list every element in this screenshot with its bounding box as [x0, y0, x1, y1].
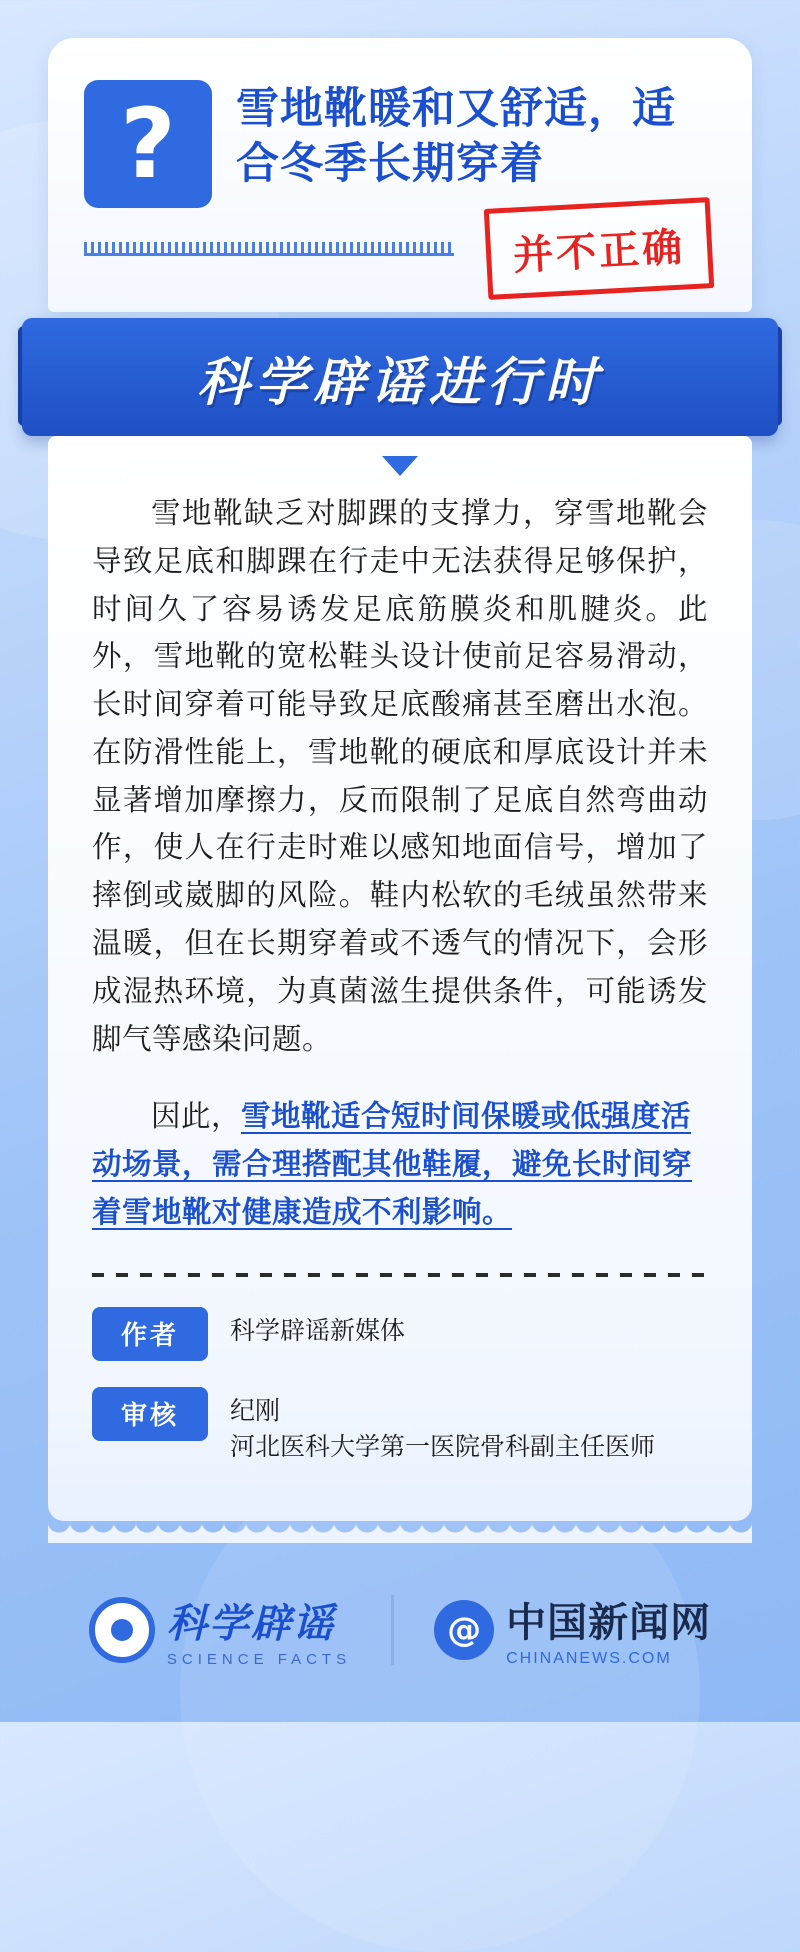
credit-reviewer-line1: 纪刚 [230, 1395, 281, 1425]
status-badge: 并不正确 [484, 197, 714, 300]
credit-row-author [92, 1307, 708, 1361]
credit-reviewer-line2: 河北医科大学第一医院骨科副主任医师 [230, 1431, 656, 1461]
caret-down-icon [382, 456, 418, 476]
article-paragraph-2 [92, 1093, 708, 1236]
science-facts-cn: 科学辟谣 [166, 1600, 335, 1647]
section-banner [22, 318, 778, 436]
credit-author-line1: 科学辟谣新媒体 [230, 1315, 406, 1345]
headline-underline-decoration [84, 242, 454, 256]
credit-row-reviewer [92, 1387, 708, 1465]
conclusion-prefix: 因此， [151, 1099, 242, 1134]
science-facts-logo [89, 1592, 351, 1668]
credit-tag-author: 作者 [92, 1307, 208, 1361]
page-title: 雪地靴暖和又舒适，适合冬季长期穿着 [236, 84, 676, 190]
chinanews-en: CHINANEWS.COM [506, 1650, 672, 1667]
credit-tag-reviewer: 审核 [92, 1387, 208, 1441]
science-facts-mark-icon [89, 1597, 155, 1663]
footer-divider [391, 1595, 394, 1665]
chinanews-at-icon: @ [434, 1600, 494, 1660]
chinanews-text [506, 1591, 711, 1668]
question-mark-icon [84, 80, 212, 208]
article-card [48, 436, 752, 1521]
article-paragraph-1: 雪地靴缺乏对脚踝的支撑力，穿雪地靴会导致足底和脚踝在行走中无法获得足够保护，时间久了容易诱发足底筋膜炎和肌腱炎。此外，雪地靴的宽松鞋头设计使前足容易滑动，长时间穿着可能导致足底酸痛甚至磨出水泡。在防滑性能上，雪地靴的硬底和厚底设计并未显著增加摩擦力，反而限制了足底自然弯曲动作，使人在行走时难以感知地面信号，增加了摔倒或崴脚的风险。鞋内松软的毛绒虽然带来温暖，但在长期穿着或不透气的情况下，会形成湿热环境，为真菌滋生提供条件，可能诱发脚气等感染问题。 [92, 496, 708, 1056]
science-facts-en: SCIENCE FACTS [166, 1650, 352, 1668]
credit-value-reviewer [230, 1387, 655, 1465]
card-scalloped-edge [48, 1521, 752, 1543]
science-facts-text [167, 1592, 351, 1668]
chinanews-logo [434, 1591, 711, 1668]
chinanews-cn: 中国新闻网 [506, 1600, 712, 1646]
conclusion-highlight: 雪地靴适合短时间保暖或低强度活动场景，需合理搭配其他鞋履，避免长时间穿着雪地靴对健康造成不利影响。 [92, 1099, 693, 1229]
headline-row [84, 80, 716, 208]
divider [92, 1273, 708, 1277]
banner-title: 科学辟谣进行时 [196, 352, 603, 413]
footer-logos [0, 1591, 800, 1668]
question-mark-glyph: ? [120, 88, 176, 200]
credit-value-author [230, 1307, 405, 1349]
headline-card [48, 38, 752, 312]
